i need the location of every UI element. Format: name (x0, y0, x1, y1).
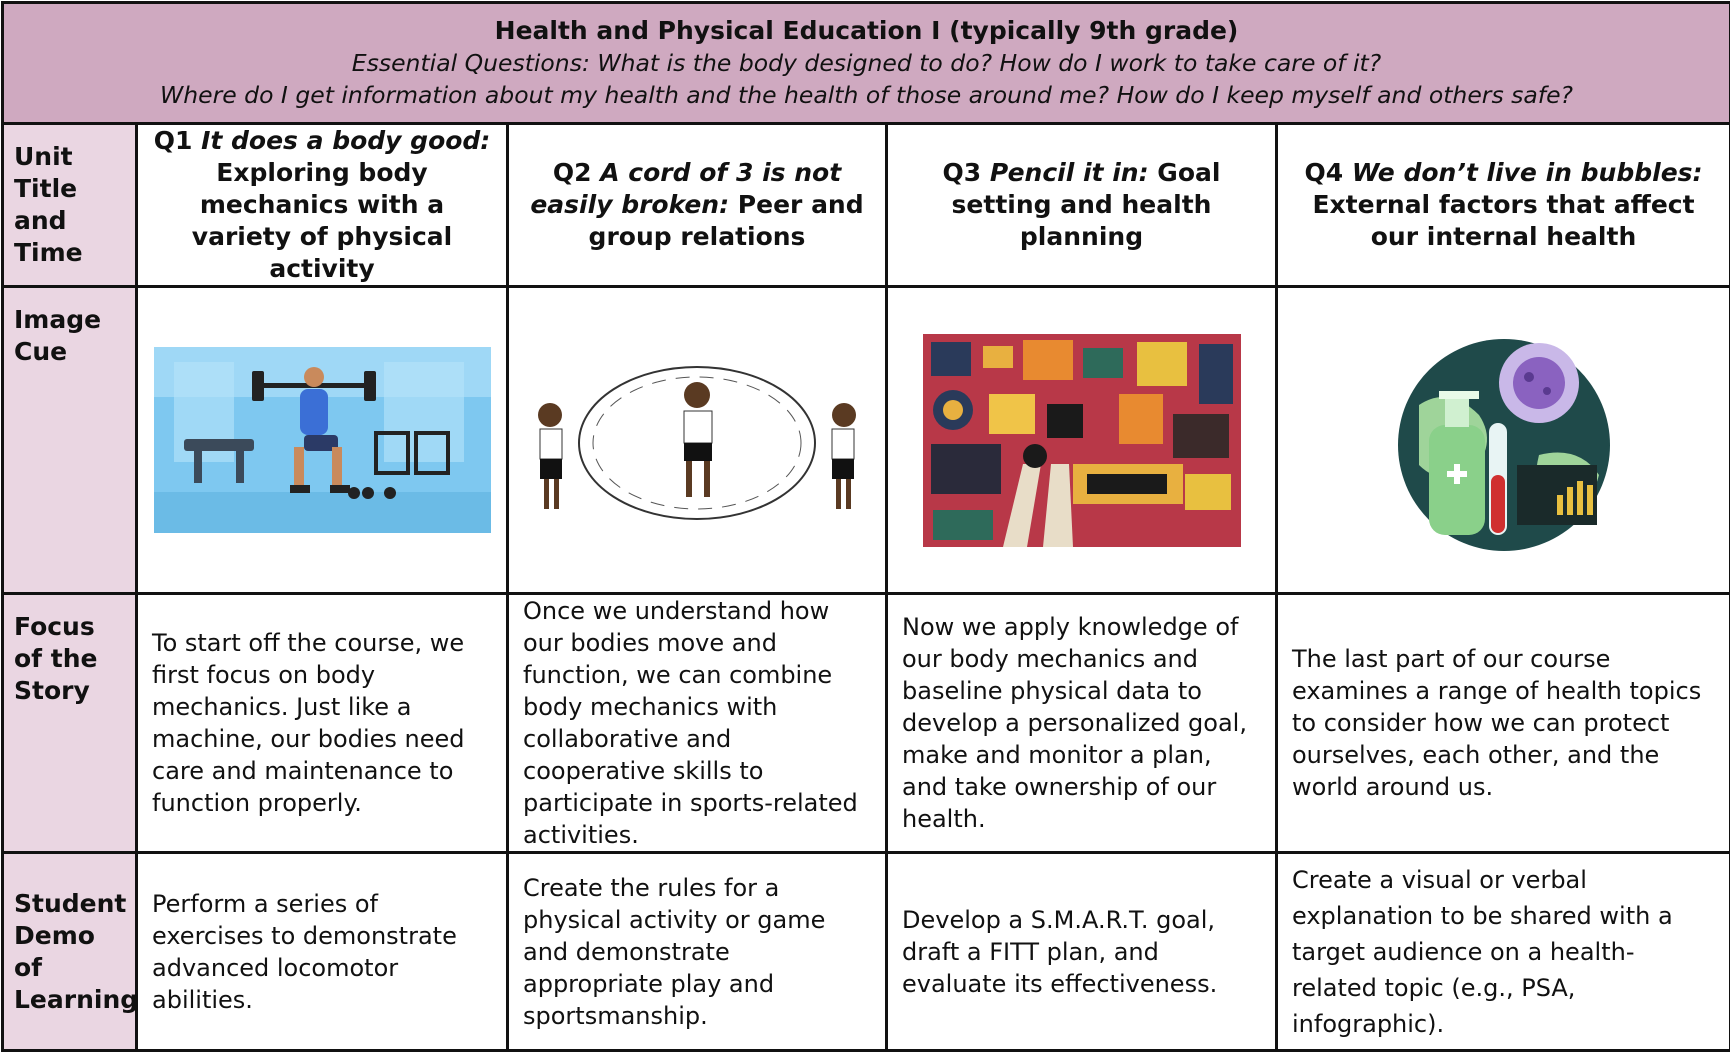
virus-globe-health-illustration (1389, 325, 1619, 555)
q3-focus-text: Now we apply knowledge of our body mechanics and baseline physical data to develop a personalized goal, make and monitor a plan, and take ownership of our health. (887, 594, 1277, 853)
q4-unit-title (1277, 124, 1730, 287)
row-label-unit-title: Unit Title and Time (3, 124, 137, 287)
q1-title-italic: It does a body good: (201, 126, 491, 155)
essential-questions-line-2: Where do I get information about my health and the health of those around me? How do I keep myself and others safe? (159, 81, 1574, 109)
row-label-image-cue: Image Cue (3, 287, 137, 594)
q1-demo-text: Perform a series of exercises to demonstrate advanced locomotor abilities. (137, 853, 508, 1051)
q1-focus-text: To start off the course, we first focus on body mechanics. Just like a machine, our bodies need care and maintenance to function properly. (137, 594, 508, 853)
q1-unit-title (137, 124, 508, 287)
q4-title-italic: We don’t live in bubbles: (1351, 158, 1703, 187)
q4-focus-text: The last part of our course examines a range of health topics to consider how we can protect ourselves, each other, and the world around us. (1277, 594, 1730, 853)
row-label-demo: Student Demo of Learning (3, 853, 137, 1051)
q3-title-rest: Goal setting and health planning (951, 158, 1221, 251)
q4-title-rest: External factors that affect our internal health (1312, 190, 1695, 251)
q3-demo-text: Develop a S.M.A.R.T. goal, draft a FITT plan, and evaluate its effectiveness. (887, 853, 1277, 1051)
q2-code: Q2 (552, 158, 592, 187)
row-label-focus: Focus of the Story (3, 594, 137, 853)
q1-code: Q1 (153, 126, 193, 155)
q2-demo-text: Create the rules for a physical activity or game and demonstrate appropriate play and sportsmanship. (508, 853, 887, 1051)
q4-image-cell (1277, 287, 1730, 594)
q2-focus-text: Once we understand how our bodies move and function, we can combine body mechanics with collaborative and cooperative skills to participate in sports-related activities. (508, 594, 887, 853)
table-header (3, 3, 1730, 124)
jump-rope-kids-illustration (522, 347, 872, 533)
q1-image-cell (137, 287, 508, 594)
curriculum-table (1, 1, 1730, 1052)
q2-unit-title (508, 124, 887, 287)
q2-title-rest: Peer and group relations (588, 190, 864, 251)
q2-image-cell (508, 287, 887, 594)
q2-title-italic: A cord of 3 is not easily broken: (530, 158, 842, 219)
q3-unit-title (887, 124, 1277, 287)
q4-code: Q4 (1304, 158, 1344, 187)
q1-title-rest: Exploring body mechanics with a variety of physical activity (191, 158, 453, 283)
q3-image-cell (887, 287, 1277, 594)
q3-code: Q3 (942, 158, 982, 187)
weightlifting-gym-illustration (154, 347, 491, 533)
course-title: Health and Physical Education I (typically 9th grade) (494, 16, 1239, 45)
essential-questions-line-1: Essential Questions: What is the body designed to do? How do I work to take care of it? (351, 49, 1382, 77)
q4-demo-text: Create a visual or verbal explanation to be shared with a target audience on a health-related topic (e.g., PSA, infographic). (1277, 853, 1730, 1051)
q3-title-italic: Pencil it in: (989, 158, 1149, 187)
goal-planning-collage-illustration (923, 334, 1241, 547)
